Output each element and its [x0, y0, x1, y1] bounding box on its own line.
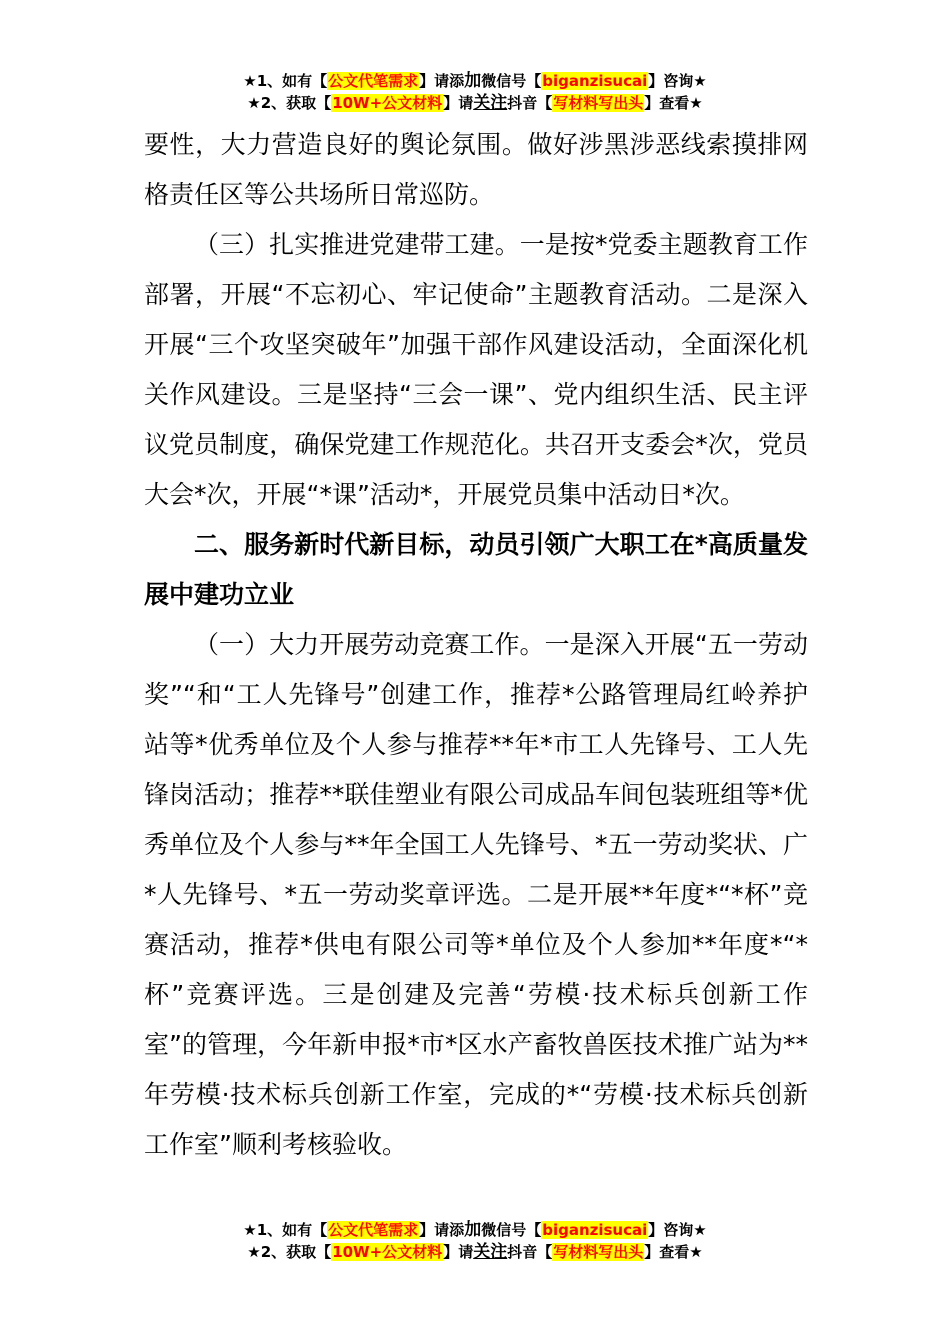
- top-banner: [0, 70, 950, 114]
- paragraph-labor-competition: （一）大力开展劳动竞赛工作。一是深入开展“五一劳动奖”“和“工人先锋号”创建工作，推荐*公路管理局红岭养护站等*优秀单位及个人参与推荐**年*市工人先锋号、工人先锋岗活动；推荐**联佳塑业有限公司成品车间包装班组等*优秀单位及个人参与**年全国工人先锋号、*五一劳动奖状、广*人先锋号、*五一劳动奖章评选。二是开展**年度*“*杯”竞赛活动，推荐*供电有限公司等*单位及个人参加**年度*“*杯”竞赛评选。三是创建及完善“劳模·技术标兵创新工作室”的管理，今年新申报*市*区水产畜牧兽医技术推广站为**年劳模·技术标兵创新工作室，完成的*“劳模·技术标兵创新工作室”顺利考核验收。: [144, 630, 808, 1159]
- section-heading: 二、服务新时代新目标，动员引领广大职工在*高质量发展中建功立业: [144, 530, 808, 609]
- highlight-wechat-id: biganzisucai: [542, 72, 648, 90]
- banner-line-1: ★1、如有【公文代笔需求】请添加微信号【biganzisucai】咨询★: [243, 1220, 707, 1240]
- highlight-douyin-account: 写材料写出头: [553, 1243, 644, 1261]
- banner-line-2: ★2、获取【10W+公文材料】请关注抖音【写材料写出头】查看★: [247, 1242, 703, 1262]
- paragraph-continuation: 要性，大力营造良好的舆论氛围。做好涉黑涉恶线索摸排网格责任区等公共场所日常巡防。: [144, 130, 808, 209]
- highlight-wechat-id: biganzisucai: [542, 1221, 648, 1239]
- highlight-materials: 10W+公文材料: [332, 94, 443, 112]
- highlight-service: 公文代笔需求: [328, 1221, 419, 1239]
- highlight-douyin-account: 写材料写出头: [553, 94, 644, 112]
- banner-line-1: ★1、如有【公文代笔需求】请添加微信号【biganzisucai】咨询★: [243, 71, 707, 91]
- bottom-banner: [0, 1219, 950, 1263]
- paragraph-party-building: （三）扎实推进党建带工建。一是按*党委主题教育工作部署，开展“不忘初心、牢记使命”主题教育活动。二是深入开展“三个攻坚突破年”加强干部作风建设活动，全面深化机关作风建设。三是坚持“三会一课”、党内组织生活、民主评议党员制度，确保党建工作规范化。共召开支委会*次，党员大会*次，开展“*课”活动*，开展党员集中活动日*次。: [144, 230, 808, 509]
- banner-line-2: ★2、获取【10W+公文材料】请关注抖音【写材料写出头】查看★: [247, 93, 703, 113]
- highlight-service: 公文代笔需求: [328, 72, 419, 90]
- highlight-materials: 10W+公文材料: [332, 1243, 443, 1261]
- document-body: [144, 120, 808, 1170]
